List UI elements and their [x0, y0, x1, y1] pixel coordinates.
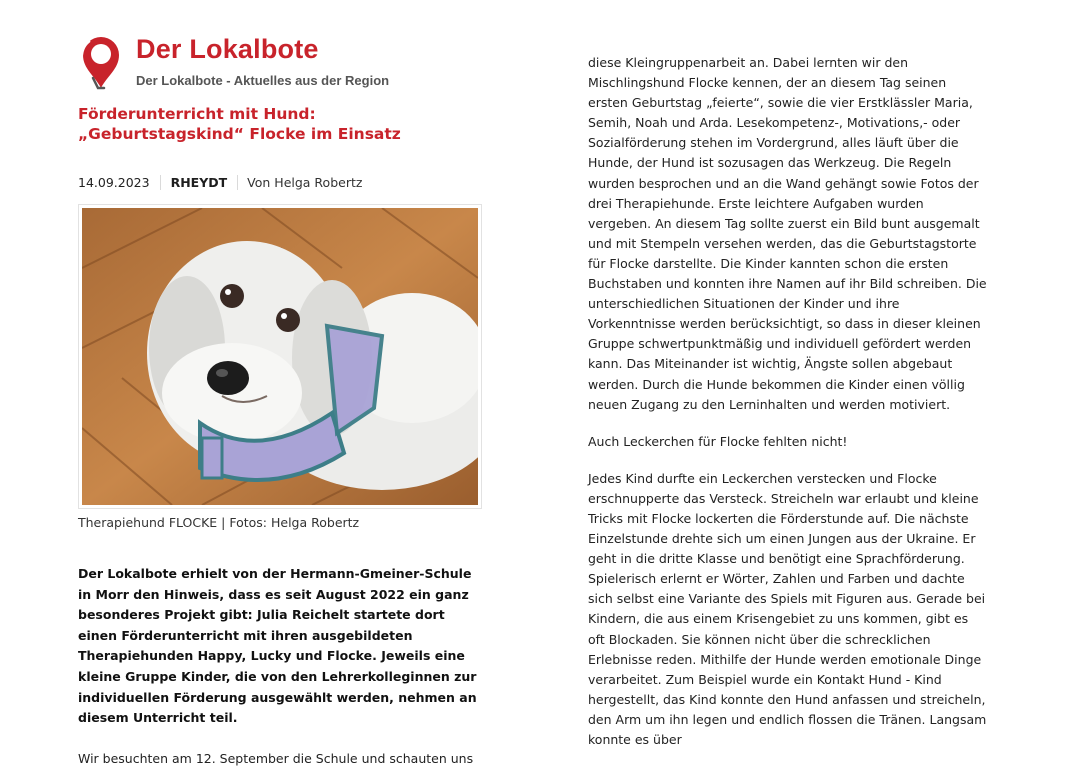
map-pin-icon[interactable]	[78, 34, 124, 90]
image-caption: Therapiehund FLOCKE | Fotos: Helga Robertz	[78, 515, 360, 530]
dog-photo	[82, 208, 478, 505]
article-location[interactable]: RHEYDT	[160, 175, 238, 190]
article-body-start: Wir besuchten am 12. September die Schule und schauten uns	[78, 750, 474, 766]
article-paragraph: Jedes Kind durfte ein Leckerchen verstecken und Flocke erschnupperte das Versteck. Streicheln war erlaubt und kleine Tricks mit Flocke lockerten die Förderstunde auf. Die nächste Einzelstunde drehte sich um einen Jungen aus der Ukraine. Er geht in die dritte Klasse und benötigt eine Sprachförderung. Spielerisch erlernt er Wörter, Zahlen und Farben und dachte sich selbst eine Variante des Spiels mit Figuren aus. Gerade bei Kindern, die aus einem Krisengebiet zu uns kommen, gibt es oft Blockaden. Sie können nicht über die schrecklichen Erlebnisse reden. Mithilfe der Hunde werden emotionale Dinge verarbeitet. Zum Beispiel wurde ein Kontakt Hund - Kind hergestellt, das Kind konnte den Hund anfassen und streicheln, den Arm um ihn legen und endlich flossen die Tränen. Langsam konnte es über	[588, 470, 987, 747]
article-lead: Der Lokalbote erhielt von der Hermann-Gmeiner-Schule in Morr den Hinweis, dass es seit August 2022 ein ganz besonderes Projekt gibt: Julia Reichelt startete dort einen Förderunterricht mit ihren ausgebildeten Therapiehunden Happy, Lucky und Flocke. Jeweils eine kleine Gruppe Kinder, die von den Lehrerkolleginnen zur individuellen Förderung ausgewählt werden, nehmen an diesem Unterricht teil.	[78, 566, 477, 726]
right-column	[588, 53, 988, 750]
article-meta	[78, 172, 488, 192]
left-column	[78, 30, 488, 769]
brand-name[interactable]: Der Lokalbote	[136, 34, 319, 64]
article-subheading: Auch Leckerchen für Flocke fehlten nicht!	[588, 433, 848, 449]
article-paragraph: diese Kleingruppenarbeit an. Dabei lernten wir den Mischlingshund Flocke kennen, der an diesem Tag seinen ersten Geburtstag „feierte“, sowie die vier Erstklässler Maria, Semih, Noah und Arda. Lesekompetenz-, Motivations,- oder Sozialförderung stehen im Vordergrund, alles läuft über die Hunde, der Hund ist sozusagen das Werkzeug. Die Regeln wurden besprochen und an die Wand gehängt sowie Fotos der drei Therapiehunde. Erste leichtere Aufgaben wurden vergeben. An diesem Tag sollte zuerst ein Bild bunt ausgemalt und mit Stempeln versehen werden, das die Geburtstagstorte für Flocke darstellte. Die Kinder kannten schon die ersten Buchstaben und konnten ihre Namen auf ihr Bild schreiben. Die unterschiedlichen Situationen der Kinder und ihre Vorkenntnisse werden berücksichtigt, so dass in dieser kleinen Gruppe schwertpunktmäßig und individuell gefördert werden kann. Das Miteinander ist wichtig, Ängste sollen abgebaut werden. Durch die Hunde bekommen die Kinder einen völlig neuen Zugang zu den Lerninhalten und werden motiviert.	[588, 55, 987, 412]
article-image[interactable]	[78, 204, 482, 509]
article-author: Von Helga Robertz	[237, 175, 362, 190]
masthead	[78, 30, 488, 92]
article-date: 14.09.2023	[78, 174, 150, 190]
brand-tagline: Der Lokalbote - Aktuelles aus der Region	[136, 73, 390, 88]
article-headline: Förderunterricht mit Hund: „Geburtstagskind“ Flocke im Einsatz	[78, 105, 401, 143]
